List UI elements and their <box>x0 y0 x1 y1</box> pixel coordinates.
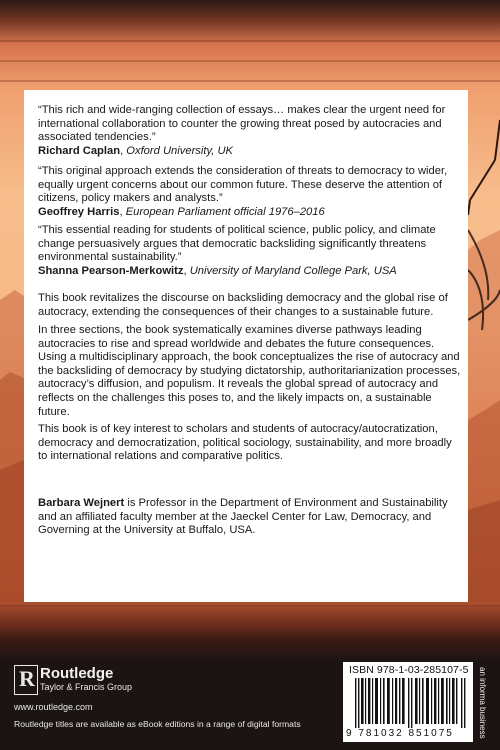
routledge-logo-letter: R <box>19 666 35 691</box>
side-tagline <box>478 667 492 742</box>
publisher-website[interactable]: www.routledge.com <box>14 702 93 712</box>
endorsement-caplan <box>38 104 464 158</box>
endorser-name: Shanna Pearson-Merkowitz <box>38 264 184 277</box>
publisher-name: Routledge <box>40 665 114 682</box>
endorser-affiliation: European Parliament official 1976–2016 <box>125 205 325 218</box>
publisher-group: Taylor & Francis Group <box>40 682 133 692</box>
side-tagline-text: an informa business <box>478 667 487 739</box>
endorser-attribution: Geoffrey Harris, European Parliament official 1976–2016 <box>38 205 325 218</box>
description-paragraph: This book is of key interest to scholars and students of autocracy/autocratization, democracy and democratization, political sociology, sustainability, and more broadly to international relations and comparative politics. <box>38 423 452 463</box>
endorser-affiliation: University of Maryland College Park, USA <box>189 264 397 277</box>
endorsement-pearson-merkowitz <box>38 224 464 278</box>
endorsement-quote: “This essential reading for students of political science, public policy, and climate change persuasively argues that democratic backsliding significantly threatens environmental sustainability.” <box>38 224 436 264</box>
endorser-name: Richard Caplan <box>38 144 121 157</box>
endorsement-quote: “This rich and wide-ranging collection of essays… makes clear the urgent need for international collaboration to counter the growing threat posed by autocracies and associated tendencies.” <box>38 104 446 144</box>
barcode-digits: 9 781032 851075 <box>346 728 454 739</box>
endorser-attribution: Shanna Pearson-Merkowitz, University of Maryland College Park, USA <box>38 264 397 277</box>
description-paragraph: This book revitalizes the discourse on backsliding democracy and the global rise of autocracy, extending the consequences of their changes to a sustainable future. <box>38 292 448 318</box>
description-paragraph: In three sections, the book systematically examines diverse pathways leading autocracies to rise and spread worldwide and debates the future consequences. Using a multidisciplinary approach, the book conceptualizes the rise of autocracy and the backsliding of democracy by studying dictatorship, authoritarianization processes, autocracy’s diffusion, and populism. It reveals the global spread of autocracy and reflects on the challenges this poses to, and the likely impacts on, a sustainable future. <box>38 324 461 418</box>
author-bio-text: is Professor in the Department of Environment and Sustainability and an affiliated faculty member at the Jaeckel Center for Law, Democracy, and Governing at the University at Buffalo, USA. <box>38 497 448 537</box>
endorsement-harris <box>38 165 464 219</box>
author-bio <box>38 497 464 538</box>
endorser-attribution: Richard Caplan, Oxford University, UK <box>38 144 233 157</box>
endorser-name: Geoffrey Harris <box>38 205 120 218</box>
isbn-number: ISBN 978-1-03-285107-5 <box>349 664 469 676</box>
endorser-affiliation: Oxford University, UK <box>126 144 233 157</box>
barcode-graphic <box>355 678 467 728</box>
endorsement-quote: “This original approach extends the consideration of threats to democracy to wider, equally urgent concerns about our common future. These deserve the attention of citizens, policy makers and analysts.” <box>38 165 448 205</box>
ebook-note: Routledge titles are available as eBook editions in a range of digital formats <box>14 719 301 729</box>
wind-turbine-icon <box>468 120 500 215</box>
author-name: Barbara Wejnert <box>38 497 125 509</box>
